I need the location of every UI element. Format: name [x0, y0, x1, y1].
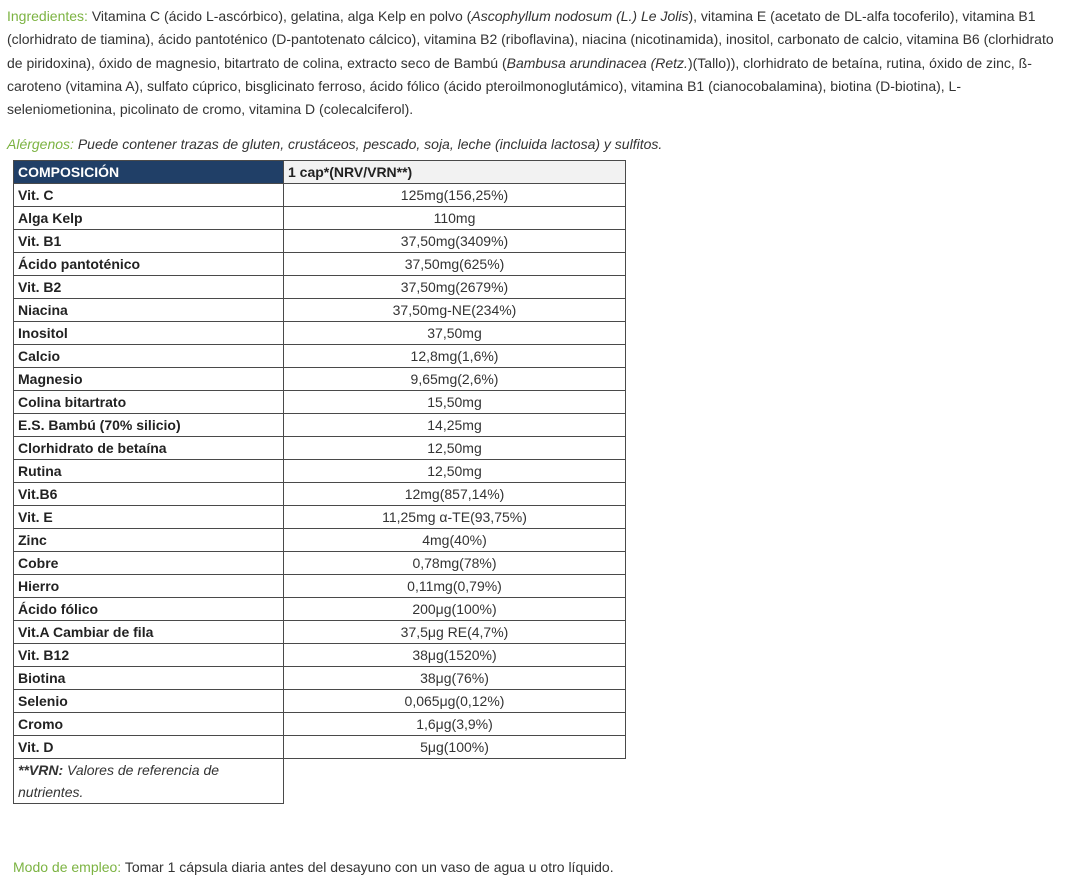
nutrient-value: 1,6μg(3,9%) [284, 713, 626, 736]
nutrient-value: 37,50mg(625%) [284, 253, 626, 276]
nutrient-value: 12,50mg [284, 437, 626, 460]
table-row [14, 506, 626, 529]
nutrient-name: Ácido fólico [14, 598, 284, 621]
table-row [14, 529, 626, 552]
nutrient-value: 37,50mg(2679%) [284, 276, 626, 299]
table-row [14, 368, 626, 391]
table-row [14, 667, 626, 690]
nutrient-value: 37,50mg(3409%) [284, 230, 626, 253]
table-row [14, 414, 626, 437]
ingredients-text-1: Vitamina C (ácido L-ascórbico), gelatina, alga Kelp en polvo ( [87, 8, 472, 24]
table-header-row [14, 161, 626, 184]
nutrient-value: 125mg(156,25%) [284, 184, 626, 207]
ingredients-paragraph [7, 5, 1069, 121]
allergens-label: Alérgenos: [7, 136, 74, 152]
nutrient-name: Alga Kelp [14, 207, 284, 230]
table-row [14, 207, 626, 230]
nutrient-value: 9,65mg(2,6%) [284, 368, 626, 391]
nutrient-name: Niacina [14, 299, 284, 322]
allergens-paragraph [7, 133, 1067, 155]
nutrient-name: Zinc [14, 529, 284, 552]
ingredients-label: Ingredientes: [7, 8, 88, 24]
nutrient-name: Magnesio [14, 368, 284, 391]
table-row [14, 345, 626, 368]
nutrient-name: Vit. E [14, 506, 284, 529]
header-dose: 1 cap*(NRV/VRN**) [284, 161, 626, 184]
nutrient-name: Rutina [14, 460, 284, 483]
nutrient-name: Biotina [14, 667, 284, 690]
table-row [14, 299, 626, 322]
nutrient-name: Vit. D [14, 736, 284, 759]
nutrient-value: 0,11mg(0,79%) [284, 575, 626, 598]
blank-cell [284, 759, 626, 804]
vrn-note [14, 759, 284, 804]
composition-table [13, 160, 626, 804]
nutrient-name: Vit.B6 [14, 483, 284, 506]
nutrient-name: Inositol [14, 322, 284, 345]
nutrient-name: E.S. Bambú (70% silicio) [14, 414, 284, 437]
header-composition: COMPOSICIÓN [14, 161, 284, 184]
nutrient-value: 12mg(857,14%) [284, 483, 626, 506]
usage-paragraph [13, 856, 614, 878]
table-row [14, 483, 626, 506]
nutrient-name: Vit.A Cambiar de fila [14, 621, 284, 644]
nutrient-name: Hierro [14, 575, 284, 598]
nutrient-value: 4mg(40%) [284, 529, 626, 552]
nutrient-name: Vit. B2 [14, 276, 284, 299]
nutrient-value: 37,5μg RE(4,7%) [284, 621, 626, 644]
allergens-text: Puede contener trazas de gluten, crustáceos, pescado, soja, leche (incluida lactosa) y sulfitos. [73, 136, 663, 152]
nutrient-value: 200μg(100%) [284, 598, 626, 621]
nutrient-value: 0,065μg(0,12%) [284, 690, 626, 713]
table-row [14, 230, 626, 253]
nutrient-name: Vit. B12 [14, 644, 284, 667]
table-row [14, 552, 626, 575]
nutrient-value: 37,50mg-NE(234%) [284, 299, 626, 322]
table-row [14, 437, 626, 460]
table-row [14, 276, 626, 299]
table-row [14, 690, 626, 713]
nutrient-name: Ácido pantoténico [14, 253, 284, 276]
nutrient-value: 15,50mg [284, 391, 626, 414]
table-row [14, 713, 626, 736]
ingredients-species-1: Ascophyllum nodosum (L.) Le Jolis [471, 8, 689, 24]
vrn-note-label: **VRN: [18, 762, 64, 778]
nutrient-value: 12,8mg(1,6%) [284, 345, 626, 368]
nutrient-value: 5μg(100%) [284, 736, 626, 759]
nutrient-name: Cromo [14, 713, 284, 736]
nutrient-value: 0,78mg(78%) [284, 552, 626, 575]
table-row [14, 644, 626, 667]
nutrient-name: Calcio [14, 345, 284, 368]
nutrient-name: Clorhidrato de betaína [14, 437, 284, 460]
table-row [14, 184, 626, 207]
nutrient-value: 38μg(76%) [284, 667, 626, 690]
table-row [14, 575, 626, 598]
nutrient-name: Cobre [14, 552, 284, 575]
table-row [14, 621, 626, 644]
table-row [14, 322, 626, 345]
nutrient-value: 11,25mg α-TE(93,75%) [284, 506, 626, 529]
table-body [14, 184, 626, 759]
table-row [14, 391, 626, 414]
nutrient-value: 12,50mg [284, 460, 626, 483]
table-row [14, 253, 626, 276]
nutrient-value: 38μg(1520%) [284, 644, 626, 667]
table-row [14, 460, 626, 483]
nutrient-name: Vit. C [14, 184, 284, 207]
table-note-row [14, 759, 626, 804]
ingredients-text-3: )(Tallo)), clorhidrato de betaína, rutina, óxido de zinc, ß-caroteno (vitamina A), sulfato cúprico, bisglicinato ferroso, ácido fólico (ácido pteroilmonoglutámico), vitamina B1 (cianocobalamina), biotina (D-biotina), L-seleniometionina, picolinato de cromo, vitamina D (colecalciferol). [7, 54, 1032, 118]
usage-text: Tomar 1 cápsula diaria antes del desayuno con un vaso de agua u otro líquido. [121, 859, 614, 875]
table-row [14, 598, 626, 621]
usage-label: Modo de empleo: [13, 859, 122, 875]
vrn-note-text: Valores de referencia de nutrientes. [18, 762, 220, 800]
nutrient-value: 110mg [284, 207, 626, 230]
ingredients-text-2: ), vitamina E (acetato de DL-alfa tocoferilo), vitamina B1 (clorhidrato de tiamina), ácido pantoténico (D-pantotenato cálcico), vitamina B2 (riboflavina), niacina (nicotinamida), inositol, carbonato de calcio, vitamina B6 (clorhidrato de piridoxina), óxido de magnesio, bitartrato de colina, extracto seco de Bambú ( [7, 8, 1054, 71]
ingredients-species-2: Bambusa arundinacea (Retz. [506, 54, 688, 71]
nutrient-value: 14,25mg [284, 414, 626, 437]
nutrient-name: Vit. B1 [14, 230, 284, 253]
nutrient-value: 37,50mg [284, 322, 626, 345]
nutrient-name: Colina bitartrato [14, 391, 284, 414]
nutrient-name: Selenio [14, 690, 284, 713]
table-row [14, 736, 626, 759]
